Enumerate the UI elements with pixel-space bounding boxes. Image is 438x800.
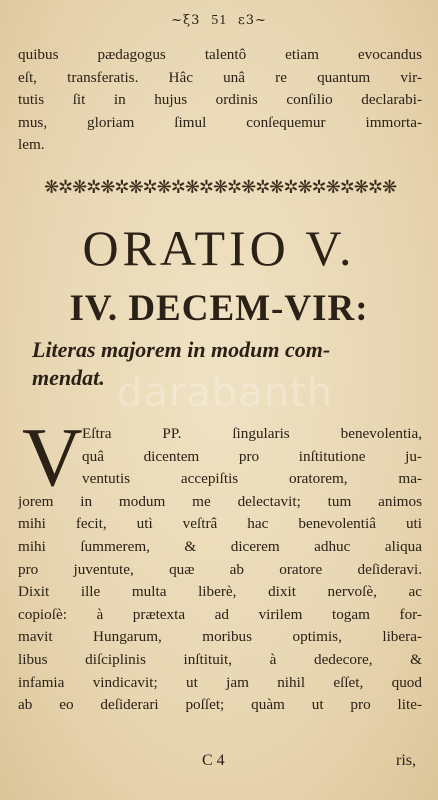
text-line: mavit Hungarum, moribus optimis, libera- xyxy=(18,628,422,646)
text-line: quâ dicentem pro inſtitutione ju- xyxy=(82,447,422,465)
text-line: Eſtra PP. ſingularis benevolentia, xyxy=(82,425,422,442)
decorative-ornament-band: ❋✲❋✲❋✲❋✲❋✲❋✲❋✲❋✲❋✲❋✲❋✲❋✲❋ xyxy=(43,177,397,198)
text-line: copioſè: à prætexta ad virilem togam for- xyxy=(18,605,422,623)
text-line: mus, gloriam ſimul conſequemur immorta- xyxy=(18,113,422,131)
watermark-text: darabanth xyxy=(116,370,334,416)
argument-line: mendat. xyxy=(32,365,105,390)
text-line: infamia vindicavit; ut jam nihil eſſet, quod xyxy=(18,673,422,691)
signature-mark: C 4 xyxy=(202,752,225,769)
text-line: mihi fecit, utì veſtrâ hac benevolentiâ uti xyxy=(18,515,422,533)
argument-line: Literas majorem in modum com- xyxy=(32,337,331,362)
text-line: pro juventute, quæ ab oratore deſideravi. xyxy=(18,560,422,578)
text-line: Dixit ille multa liberè, dixit nervoſè, ac xyxy=(18,583,422,601)
text-line: mihi ſummerem, & dicerem adhuc aliqua xyxy=(18,537,422,555)
oration-subtitle: IV. DECEM-VIR: xyxy=(69,288,369,329)
page-number: 51 xyxy=(211,13,228,28)
left-ornament: ~ξ3 xyxy=(171,13,201,28)
speech-paragraph xyxy=(18,423,422,717)
text-line: ab eo deſiderari poſſet; quàm ut pro lite- xyxy=(18,696,422,714)
oration-title: ORATIO V. xyxy=(82,220,356,276)
text-line: quibus pædagogus talentô etiam evocandus xyxy=(18,46,422,63)
drop-cap-initial: V xyxy=(22,411,83,504)
top-paragraph xyxy=(18,44,422,157)
text-line: jorem in modum me delectavit; tum animos xyxy=(18,492,422,510)
page-footer xyxy=(0,752,438,776)
running-head xyxy=(0,12,438,29)
text-line: tutis ſit in hujus ordinis conſilio declarabi- xyxy=(18,91,422,109)
catchword: ris, xyxy=(396,752,416,769)
text-line: eſt, transferatis. Hâc unâ re quantum vir- xyxy=(18,68,422,86)
text-line: lem. xyxy=(18,136,45,154)
text-line: ventutis accepiſtis oratorem, ma- xyxy=(82,470,422,488)
text-line: libus diſciplinis inſtituit, à dedecore, & xyxy=(18,650,422,668)
right-ornament: ε3~ xyxy=(237,13,267,28)
